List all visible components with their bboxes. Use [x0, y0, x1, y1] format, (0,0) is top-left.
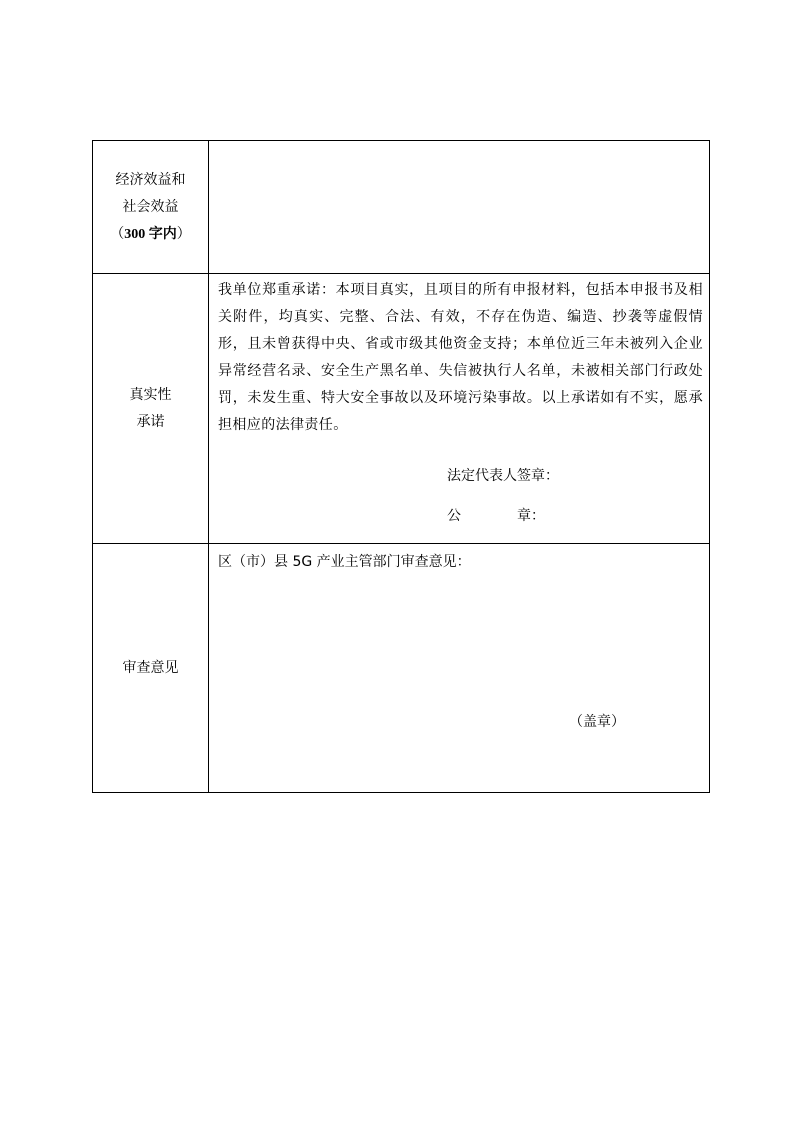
benefit-label-open-paren: （ — [110, 225, 125, 242]
review-label: 审查意见 — [122, 659, 179, 676]
promise-label-line2: 承诺 — [136, 413, 165, 430]
review-row — [93, 544, 710, 793]
benefit-label-line2: 社会效益 — [122, 198, 179, 215]
benefit-content-cell[interactable] — [209, 141, 710, 274]
benefit-label-line1: 经济效益和 — [115, 171, 186, 188]
promise-label-line1: 真实性 — [129, 386, 172, 403]
promise-row — [93, 274, 710, 544]
review-content-cell — [209, 544, 710, 793]
review-opinion-title: 区（市）县 5G 产业主管部门审查意见： — [218, 554, 471, 570]
application-form-table — [92, 140, 710, 793]
stamp-note: （盖章） — [569, 714, 625, 730]
benefit-label-line3 — [93, 221, 208, 248]
legal-rep-signature-label: 法定代表人签章： — [447, 468, 559, 484]
review-label-cell — [93, 544, 209, 793]
official-seal-label: 公章 — [447, 508, 531, 524]
promise-statement: 我单位郑重承诺：本项目真实，且项目的所有申报材料，包括本申报书及相关附件，均真实、完整、合法、有效，不存在伪造、编造、抄袭等虚假情形，且未曾获得中央、省或市级其他资金支持；本单位近三年未被列入企业异常经营名录、安全生产黑名单、失信被执行人名单，未被相关部门行政处罚，未发生重、特大安全事故以及环境污染事故。以上承诺如有不实，愿承担相应的法律责任。 — [218, 282, 703, 433]
benefit-row — [93, 141, 710, 274]
promise-label-cell — [93, 274, 209, 544]
official-seal-colon: ： — [531, 508, 545, 524]
benefit-label-close-paren: ） — [176, 225, 191, 242]
benefit-label-cell — [93, 141, 209, 274]
official-seal-line — [447, 506, 545, 526]
promise-content-cell — [209, 274, 710, 544]
benefit-word-limit: 300 字内 — [124, 226, 177, 242]
